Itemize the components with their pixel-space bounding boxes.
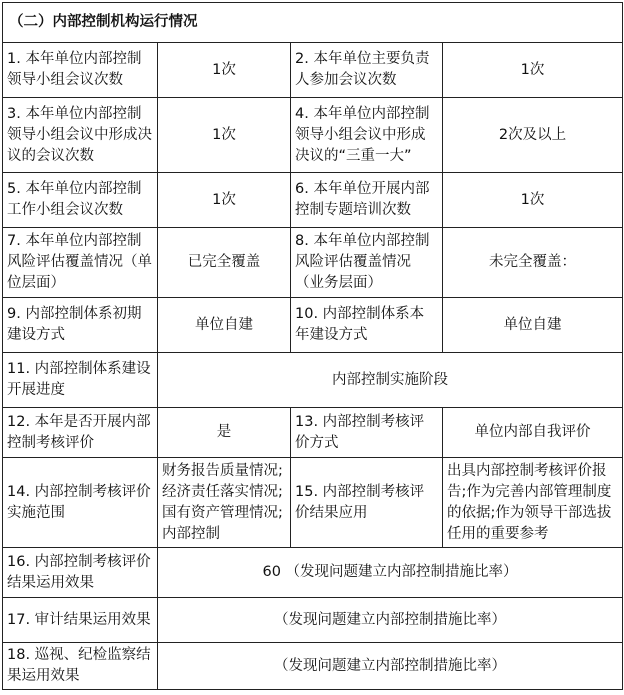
- row-value: 出具内部控制考核评价报告;作为完善内部管理制度的依据;作为领导干部选拔任用的重要参考: [447, 462, 612, 542]
- row-value: 财务报告质量情况;经济责任落实情况;国有资产管理情况;内部控制: [162, 462, 283, 542]
- row-value-cell: [443, 458, 623, 548]
- row-value: 60 （发现问题建立内部控制措施比率）: [158, 548, 623, 598]
- row-value: 已完全覆盖: [158, 228, 291, 298]
- table-row: [3, 173, 623, 228]
- row-value: 1次: [443, 43, 623, 98]
- section-title: （二）内部控制机构运行情况: [3, 3, 623, 43]
- row-label: 17. 审计结果运用效果: [3, 598, 158, 643]
- row-value: 1次: [158, 173, 291, 228]
- row-label: 2. 本年单位主要负责人参加会议次数: [291, 43, 443, 98]
- row-value: 1次: [158, 43, 291, 98]
- row-value: （发现问题建立内部控制措施比率）: [158, 598, 623, 643]
- row-value: 2次及以上: [443, 98, 623, 173]
- row-label: 15. 内部控制考核评价结果应用: [291, 458, 443, 548]
- row-label: 13. 内部控制考核评价方式: [291, 408, 443, 458]
- row-value: 1次: [158, 98, 291, 173]
- table-row: [3, 298, 623, 353]
- table-row: [3, 598, 623, 643]
- row-label: 8. 本年单位内部控制风险评估覆盖情况（业务层面）: [291, 228, 443, 298]
- row-label: 6. 本年单位开展内部控制专题培训次数: [291, 173, 443, 228]
- row-label: 16. 内部控制考核评价结果运用效果: [3, 548, 158, 598]
- row-label: 12. 本年是否开展内部控制考核评价: [3, 408, 158, 458]
- internal-control-table: [2, 2, 623, 690]
- row-label: 10. 内部控制体系本年建设方式: [291, 298, 443, 353]
- table-row: [3, 458, 623, 548]
- row-label: 5. 本年单位内部控制工作小组会议次数: [3, 173, 158, 228]
- row-label: 11. 内部控制体系建设开展进度: [3, 353, 158, 408]
- table-row: [3, 408, 623, 458]
- table-row: [3, 98, 623, 173]
- row-value: 单位内部自我评价: [443, 408, 623, 458]
- row-label: 9. 内部控制体系初期建设方式: [3, 298, 158, 353]
- row-value: 内部控制实施阶段: [158, 353, 623, 408]
- table-row: [3, 43, 623, 98]
- section-header-row: [3, 3, 623, 43]
- row-value: 单位自建: [158, 298, 291, 353]
- row-value: （发现问题建立内部控制措施比率）: [158, 643, 623, 690]
- row-label: 3. 本年单位内部控制领导小组会议中形成决议的会议次数: [3, 98, 158, 173]
- row-label: 18. 巡视、纪检监察结果运用效果: [3, 643, 158, 690]
- row-label: 4. 本年单位内部控制领导小组会议中形成决议的“三重一大”: [291, 98, 443, 173]
- row-value: 1次: [443, 173, 623, 228]
- row-label: 1. 本年单位内部控制领导小组会议次数: [3, 43, 158, 98]
- table-row: [3, 643, 623, 690]
- table-row: [3, 353, 623, 408]
- row-value-cell: [158, 458, 291, 548]
- row-value: 是: [158, 408, 291, 458]
- row-label: 7. 本年单位内部控制风险评估覆盖情况（单位层面）: [3, 228, 158, 298]
- row-value: 未完全覆盖：: [443, 228, 623, 298]
- row-value: 单位自建: [443, 298, 623, 353]
- table-row: [3, 548, 623, 598]
- table-row: [3, 228, 623, 298]
- row-label: 14. 内部控制考核评价实施范围: [3, 458, 158, 548]
